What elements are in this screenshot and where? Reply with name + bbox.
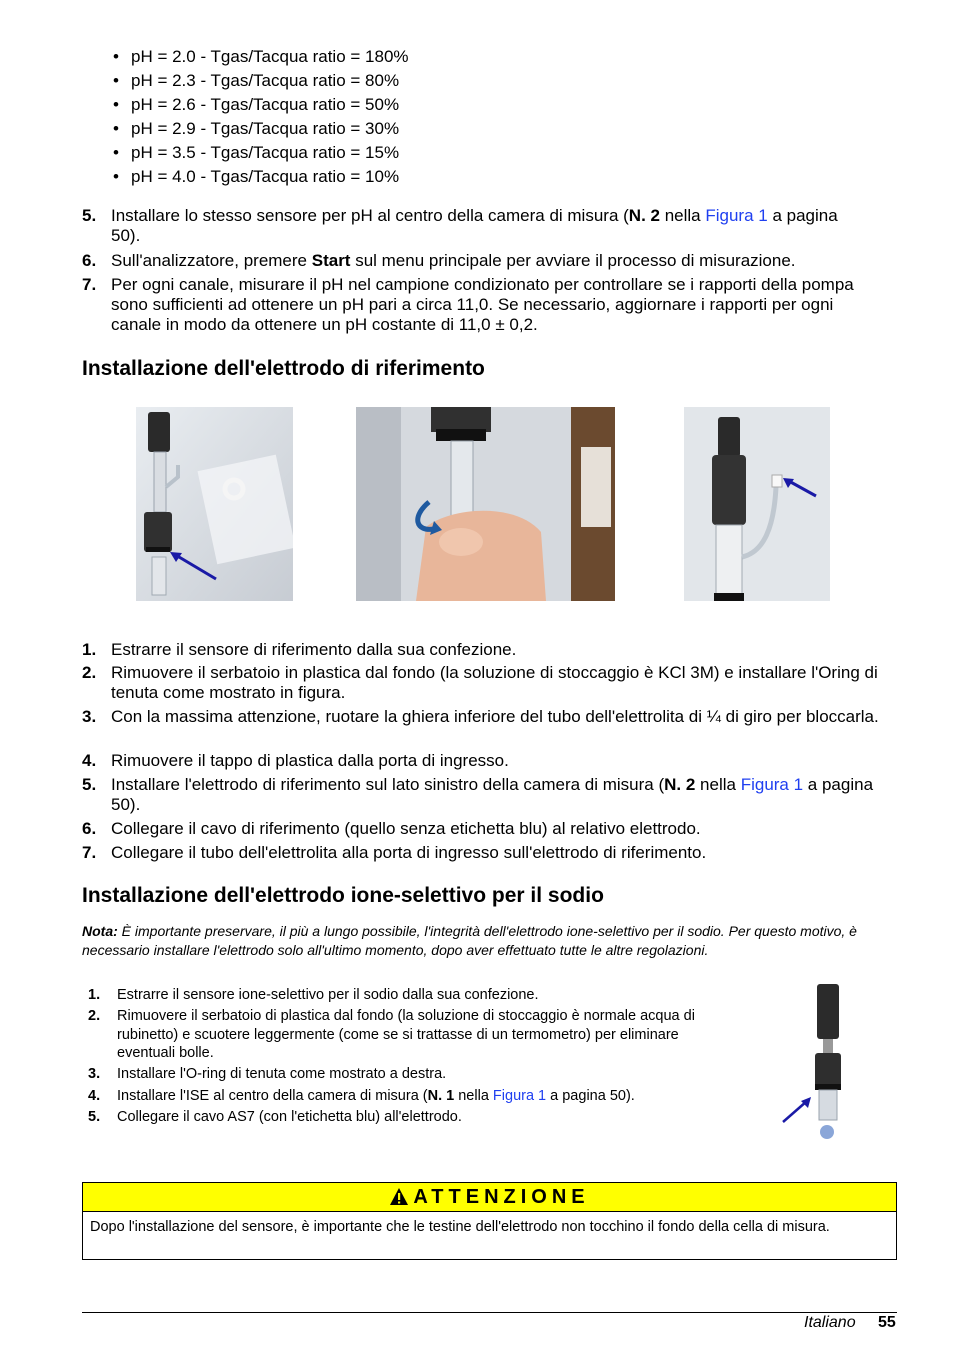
step-item: 5. Installare l'elettrodo di riferimento sul lato sinistro della camera di misura (N. 2 nella Figura 1 a pagina 50). (82, 775, 874, 814)
figure-link[interactable]: Figura 1 (705, 206, 768, 225)
footer-language: Italiano (804, 1314, 856, 1331)
step-item: 7. Collegare il tubo dell'elettrolita alla porta di ingresso sull'elettrodo di riferimento. (82, 843, 707, 862)
step-item: 3. Installare l'O-ring di tenuta come mostrato a destra. (88, 1066, 447, 1082)
figure-link[interactable]: Figura 1 (740, 775, 804, 794)
page-number: 55 (878, 1314, 896, 1331)
step-item: 6. Sull'analizzatore, premere Start sul menu principale per avviare il processo di misurazione. (82, 251, 796, 270)
install-twist-photo (356, 407, 615, 601)
figure-link[interactable]: Figura 1 (492, 1088, 547, 1104)
reference-sensor-photo (136, 407, 293, 601)
step-item: 2. Rimuovere il serbatoio in plastica dal fondo (la soluzione di stoccaggio è KCl 3M) e installare l'Oring di tenuta come mostrato in figura. (82, 663, 878, 702)
section-heading-sodium-ise: Installazione dell'elettrodo ione-selettivo per il sodio (82, 884, 604, 907)
note-paragraph: Nota: È importante preservare, il più a lungo possibile, l'integrità dell'elettrodo ione-selettivo per il sodio. Per questo motivo, è necessario installare l'elettrodo solo all'ultimo momento, dopo aver effettuato tutte le altre regolazioni. (82, 923, 857, 958)
step-item: 7. Per ogni canale, misurare il pH nel campione condizionato per controllare se i rapporti della pompa sono sufficienti ad ottenere un pH pari a circa 11,0. Se necessario, aggiornare i rapporti per ogni canale in modo da ottenere un pH costante di 11,0 ± 0,2. (82, 275, 854, 334)
step-item: 5. Installare lo stesso sensore per pH al centro della camera di misura (N. 2 nella Figura 1 a pagina 50). (82, 206, 838, 245)
step-item: 4. Rimuovere il tappo di plastica dalla porta di ingresso. (82, 751, 509, 770)
step-item: 5. Collegare il cavo AS7 (con l'etichetta blu) all'elettrodo. (88, 1109, 462, 1125)
step-item: 6. Collegare il cavo di riferimento (quello senza etichetta blu) al relativo elettrodo. (82, 819, 701, 838)
step-item: 1. Estrarre il sensore di riferimento dalla sua confezione. (82, 640, 517, 659)
section-heading-reference-electrode: Installazione dell'elettrodo di riferimento (82, 357, 485, 380)
inlet-port-photo (684, 407, 830, 601)
footer-divider (82, 1312, 897, 1313)
step-item: 4. Installare l'ISE al centro della camera di misura (N. 1 nella Figura 1 a pagina 50). (88, 1088, 635, 1104)
warning-box: ATTENZIONE Dopo l'installazione del sensore, è importante che le testine dell'elettrodo non tocchino il fondo della cella di misura. (82, 1182, 897, 1260)
ise-sensor-photo (777, 980, 849, 1148)
step-item: 1. Estrarre il sensore ione-selettivo per il sodio dalla sua confezione. (88, 987, 539, 1003)
step-item: 3. Con la massima attenzione, ruotare la ghiera inferiore del tubo dell'elettrolita di ¼ di giro per bloccarla. (82, 707, 879, 726)
warning-triangle-icon (389, 1186, 409, 1214)
warning-header: ATTENZIONE (83, 1183, 896, 1212)
step-item: 2. Rimuovere il serbatoio di plastica dal fondo (la soluzione di stoccaggio è normale acqua di rubinetto) e scuotere leggermente (come se si trattasse di un termometro) per eliminare eventuali bolle. (88, 1008, 695, 1061)
